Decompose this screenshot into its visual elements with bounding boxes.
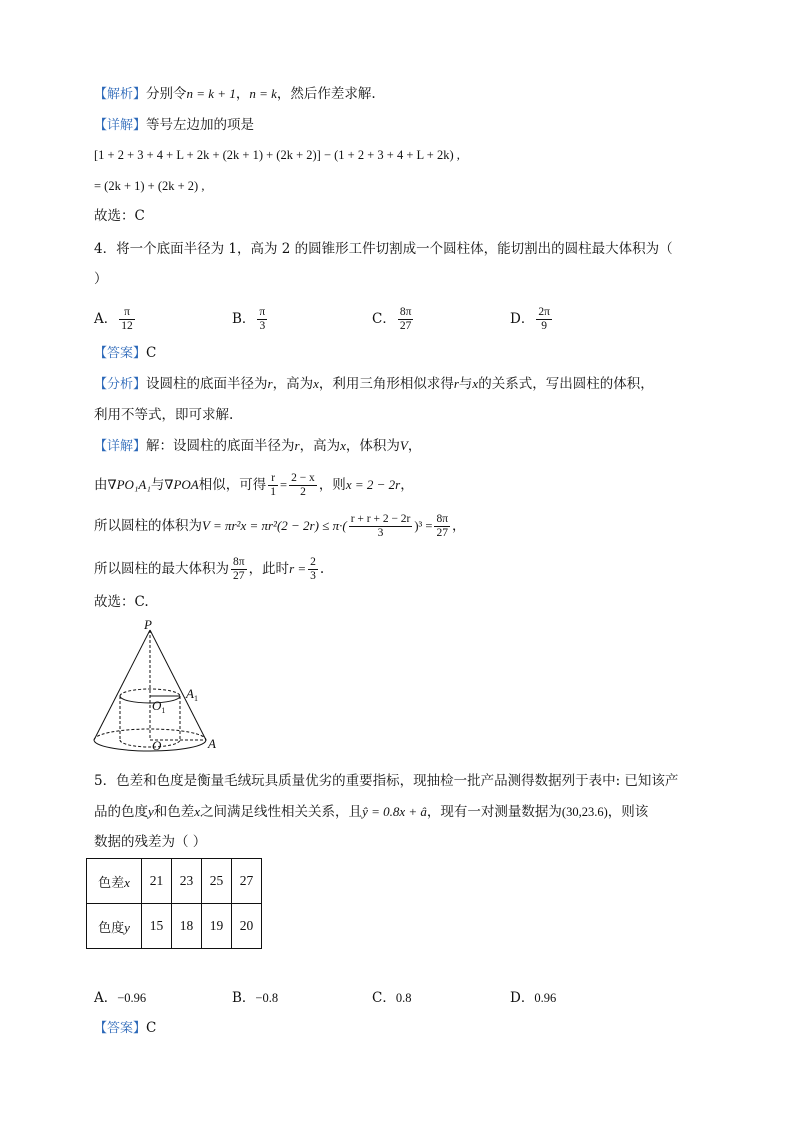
max-volume-fraction: $\frac{8\pi}{27}$ [233, 556, 245, 582]
analysis-tag: 【分析】 [94, 377, 147, 392]
table-cell: 20 [232, 904, 262, 949]
table-cell: 27 [232, 859, 262, 904]
q3-formula-2: = (2k + 1) + (2k + 2) , [94, 179, 205, 193]
label-P: P [144, 617, 152, 632]
q4-option-b: B． $\frac{\pi}{3}$ [232, 306, 266, 332]
cylinder-bottom [120, 740, 180, 747]
cone-base-front [94, 740, 206, 751]
answer-tag: 【答案】 [94, 1021, 147, 1036]
q5-option-d: D．0.96 [510, 990, 557, 1006]
q4-detail-line: 【详解】解：设圆柱的底面半径为r，高为x，体积为V， [94, 438, 422, 454]
label-O: O [152, 738, 162, 753]
label-A1: $A_1$ [186, 686, 198, 703]
q4-answer-line: 【答案】C [94, 345, 157, 361]
option-fraction: $\frac{8\pi}{27}$ [399, 306, 412, 332]
am-gm-fraction: $\frac{r + r + 2 - 2r}{3}$ [350, 513, 411, 539]
q5-option-c: C．0.8 [372, 990, 412, 1006]
option-fraction: $\frac{\pi}{3}$ [259, 306, 266, 332]
q3-detail-line: 【详解】等号左边加的项是 [94, 117, 255, 133]
q5-stem-line2: 品的色度y和色差x之间满足线性相关关系，且ŷ = 0.8x + â，现有一对测量数据为(30,23.6)，则该 [94, 804, 649, 820]
data-table [86, 858, 262, 949]
table-row [87, 904, 262, 949]
q5-option-b: B．−0.8 [232, 990, 279, 1006]
q4-similarity-line: 由∇PO₁A₁与∇POA相似，可得 $\frac{r}{1}$ = $\frac{2 - x}{2}$ ，则x = 2 − 2r， [94, 472, 414, 498]
table-cell: 19 [202, 904, 232, 949]
cone-right-edge [150, 630, 206, 740]
q5-stem-line3: 数据的残差为（ ） [94, 834, 207, 850]
volume-result-fraction: $\frac{8\pi}{27}$ [436, 513, 449, 539]
q4-analysis-line1: 【分析】设圆柱的底面半径为r，高为x，利用三角形相似求得r与x的关系式，写出圆柱的体积， [94, 376, 654, 392]
q4-option-c: C． $\frac{8\pi}{27}$ [372, 306, 412, 332]
ratio-fraction: $\frac{r}{1}$ [270, 472, 276, 498]
detail-tag: 【详解】 [94, 439, 147, 454]
q4-stem-line1: 4．将一个底面半径为 1，高为 2 的圆锥形工件切割成一个圆柱体，能切割出的圆柱最大体积为（ [94, 241, 673, 257]
cone-cylinder-figure [86, 616, 226, 756]
table-cell: 23 [172, 859, 202, 904]
row-header: 色度y [87, 904, 142, 949]
radius-fraction: $\frac{2}{3}$ [310, 556, 316, 582]
label-O1: $O_1$ [152, 698, 166, 715]
q4-volume-line: 所以圆柱的体积为V = πr²x = πr²(2 − 2r) ≤ π·( $\frac{r + r + 2 - 2r}{3}$ )³ = $\frac{8\pi}{27}$ ， [94, 513, 466, 539]
q3-formula-1: [1 + 2 + 3 + 4 + L + 2k + (2k + 1) + (2k + 2)] − (1 + 2 + 3 + 4 + L + 2k) , [94, 148, 460, 162]
q4-choice: 故选：C. [94, 594, 149, 610]
q3-choice: 故选：C [94, 208, 145, 224]
q4-option-d: D． $\frac{2\pi}{9}$ [510, 306, 550, 332]
q5-stem-line1: 5．色差和色度是衡量毛绒玩具质量优劣的重要指标，现抽检一批产品测得数据列于表中: 已知该产 [94, 773, 679, 789]
answer-tag: 【答案】 [94, 346, 147, 361]
q5-option-a: A．−0.96 [94, 990, 147, 1006]
row-header: 色差x [87, 859, 142, 904]
ratio-fraction: $\frac{2 - x}{2}$ [291, 472, 315, 498]
table-cell: 15 [142, 904, 172, 949]
q4-option-a: A． $\frac{\pi}{12}$ [94, 306, 133, 332]
label-A: A [208, 736, 216, 751]
q5-answer-line: 【答案】C [94, 1020, 157, 1036]
cone-left-edge [94, 630, 150, 740]
detail-tag: 【详解】 [94, 118, 147, 133]
q4-analysis-line2: 利用不等式，即可求解. [94, 407, 234, 423]
q3-analysis-line: 【解析】分别令n = k + 1，n = k，然后作差求解. [94, 86, 376, 102]
option-fraction: $\frac{2\pi}{9}$ [538, 306, 550, 332]
q4-max-line: 所以圆柱的最大体积为 $\frac{8\pi}{27}$ ，此时r = $\frac{2}{3}$ . [94, 556, 325, 582]
table-cell: 18 [172, 904, 202, 949]
option-fraction: $\frac{\pi}{12}$ [121, 306, 133, 332]
q4-stem-line2: ） [94, 271, 108, 287]
analysis-tag: 【解析】 [94, 87, 147, 102]
table-cell: 21 [142, 859, 172, 904]
table-row [87, 859, 262, 904]
table-cell: 25 [202, 859, 232, 904]
